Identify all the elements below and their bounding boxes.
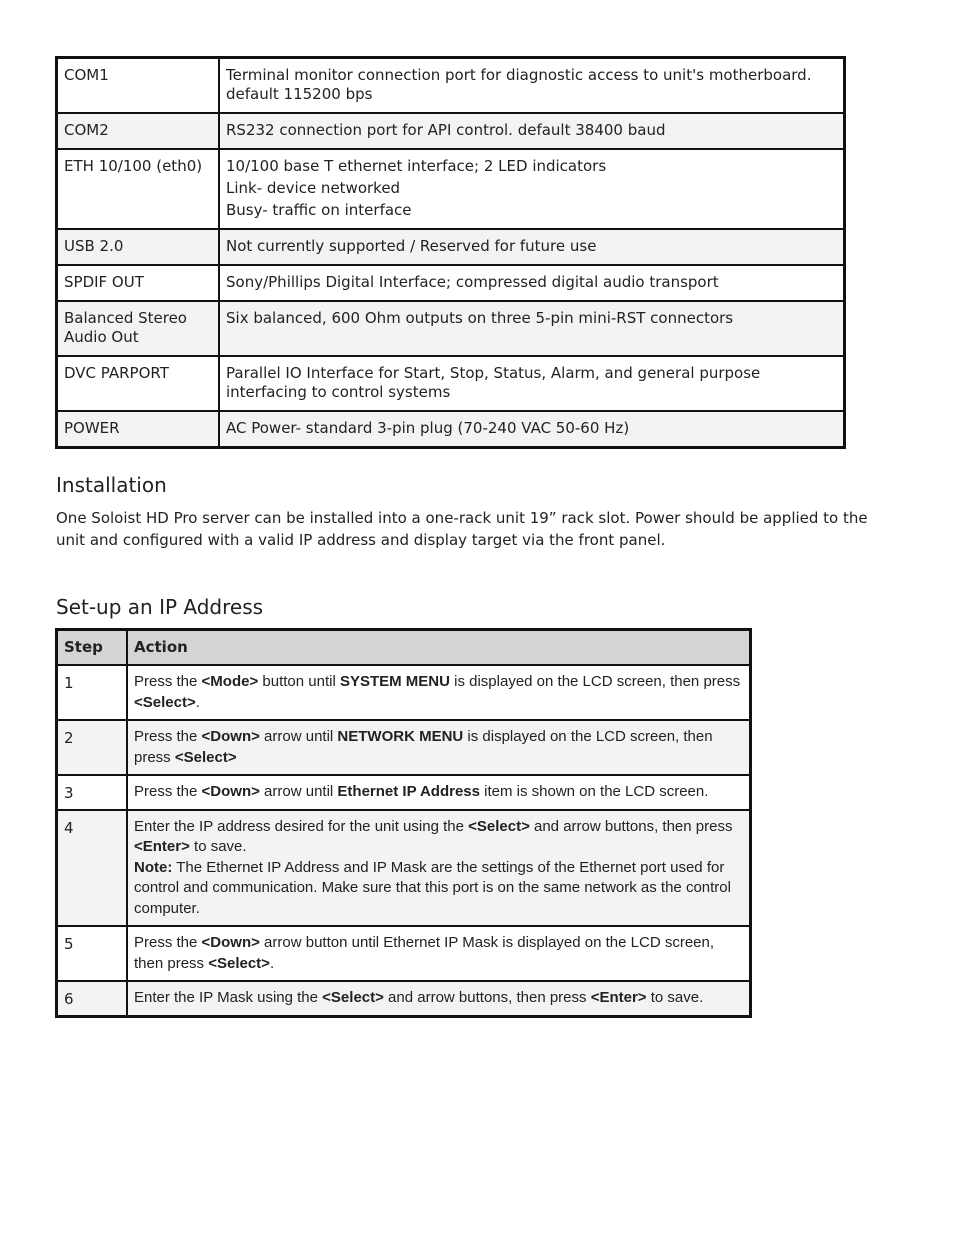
step-action-text: and arrow buttons, then press (383, 989, 591, 1006)
step-action-emphasis: <Enter> (590, 989, 647, 1006)
step-action-text: . (195, 693, 200, 711)
step-action-line (134, 672, 743, 713)
ip-setup-heading: Set-up an IP Address (56, 595, 264, 619)
port-row (57, 58, 845, 114)
step-action-text: and arrow buttons, then press (529, 817, 733, 835)
port-description-line: 10/100 base T ethernet interface; 2 LED indicators (226, 157, 607, 175)
step-action-text: The Ethernet IP Address and IP Mask are the settings of the Ethernet port used for control and communication. Make sure that this port is on the same network as the control computer. (134, 858, 731, 917)
port-description-line: Not currently supported / Reserved for future use (226, 237, 597, 255)
step-column-header: Step (57, 630, 128, 666)
port-name: POWER (57, 411, 220, 448)
step-action-line (134, 727, 743, 768)
port-row (57, 265, 845, 301)
step-action (127, 810, 751, 927)
port-description-line: Sony/Phillips Digital Interface; compressed digital audio transport (226, 273, 719, 291)
step-action-text: . (269, 954, 275, 972)
port-description (219, 149, 845, 229)
step-action-text: arrow button until Ethernet IP Mask is displayed on the LCD screen, then press (134, 934, 715, 972)
step-action-line (134, 782, 743, 803)
port-name: ETH 10/100 (eth0) (57, 149, 220, 229)
port-row (57, 411, 845, 448)
step-action-emphasis: <Mode> (201, 673, 259, 690)
step-number: 2 (57, 720, 128, 775)
port-row (57, 229, 845, 265)
port-name: DVC PARPORT (57, 356, 220, 411)
step-action-emphasis: SYSTEM MENU (339, 673, 450, 690)
step-action-text: arrow until (259, 728, 338, 745)
step-action (127, 665, 751, 720)
ports-table-body (57, 58, 845, 448)
step-action-text: is displayed on the LCD screen, then press (449, 673, 741, 690)
step-row (57, 720, 751, 775)
port-name: SPDIF OUT (57, 265, 220, 301)
port-description-line: Parallel IO Interface for Start, Stop, Status, Alarm, and general purpose interfacing to control systems (226, 364, 761, 401)
step-action (127, 775, 751, 810)
port-description (219, 265, 845, 301)
step-action (127, 981, 751, 1016)
step-number: 1 (57, 665, 128, 720)
port-description (219, 411, 845, 448)
port-description (219, 301, 845, 356)
port-description (219, 229, 845, 265)
step-row (57, 665, 751, 720)
step-row (57, 810, 751, 927)
port-description (219, 356, 845, 411)
step-action-line (134, 858, 743, 920)
step-row (57, 926, 751, 981)
step-action-text: button until (258, 673, 340, 690)
port-description-line: Six balanced, 600 Ohm outputs on three 5-pin mini-RST connectors (226, 309, 734, 327)
port-name: Balanced Stereo Audio Out (57, 301, 220, 356)
step-number: 4 (57, 810, 128, 927)
step-action-emphasis: <Select> (134, 693, 196, 711)
step-action-emphasis: <Select> (174, 748, 237, 766)
step-action-text: Enter the IP Mask using the (134, 989, 323, 1006)
ports-table (55, 56, 846, 449)
step-action-emphasis: Note: (134, 858, 173, 876)
steps-table-body (57, 665, 751, 1016)
step-row (57, 981, 751, 1016)
step-action-text: Press the (134, 728, 202, 745)
port-description-line: RS232 connection port for API control. default 38400 baud (226, 121, 666, 139)
port-name: USB 2.0 (57, 229, 220, 265)
step-action-line (134, 988, 743, 1009)
step-action-text: arrow until (259, 783, 338, 800)
step-action-text: is displayed on the LCD screen, then press (134, 728, 713, 766)
step-action-emphasis: Ethernet IP Address (337, 783, 480, 800)
port-row (57, 113, 845, 149)
steps-header-row (57, 630, 751, 666)
installation-heading: Installation (56, 473, 167, 497)
step-action-text: Press the (134, 783, 202, 800)
port-description-line: Link- device networked (226, 179, 401, 197)
port-description-line: Terminal monitor connection port for diagnostic access to unit's motherboard. default 115200 bps (226, 66, 812, 103)
step-action-text: Enter the IP address desired for the unit using the (134, 817, 469, 835)
port-name: COM2 (57, 113, 220, 149)
step-action-text: Press the (134, 934, 202, 951)
step-action-emphasis: <Select> (468, 817, 530, 835)
step-action-text: to save. (189, 838, 247, 855)
step-number: 3 (57, 775, 128, 810)
step-row (57, 775, 751, 810)
ip-steps-table (55, 628, 752, 1018)
step-action-emphasis: <Down> (201, 783, 260, 800)
step-number: 6 (57, 981, 128, 1016)
port-description-line: AC Power- standard 3-pin plug (70-240 VAC 50-60 Hz) (226, 419, 630, 437)
step-action (127, 720, 751, 775)
step-action-text: to save. (646, 989, 704, 1006)
step-action (127, 926, 751, 981)
step-action-emphasis: <Select> (322, 989, 384, 1006)
port-name: COM1 (57, 58, 220, 114)
step-action-emphasis: <Down> (201, 934, 260, 951)
port-description (219, 113, 845, 149)
step-action-text: item is shown on the LCD screen. (479, 783, 709, 800)
step-number: 5 (57, 926, 128, 981)
port-description (219, 58, 845, 114)
step-action-emphasis: <Enter> (134, 838, 190, 855)
port-row (57, 356, 845, 411)
step-action-emphasis: NETWORK MENU (337, 728, 464, 745)
step-action-text: Press the (134, 673, 202, 690)
port-description-line: Busy- traffic on interface (226, 201, 412, 219)
installation-text: One Soloist HD Pro server can be installed into a one-rack unit 19” rack slot. Power should be applied to the unit and configured with a valid IP address and display target via the front panel. (56, 509, 868, 549)
step-action-emphasis: <Select> (208, 954, 270, 972)
step-action-line (134, 933, 743, 974)
step-action-emphasis: <Down> (201, 728, 260, 745)
action-column-header: Action (127, 630, 751, 666)
port-row (57, 149, 845, 229)
port-row (57, 301, 845, 356)
step-action-line (134, 817, 743, 858)
